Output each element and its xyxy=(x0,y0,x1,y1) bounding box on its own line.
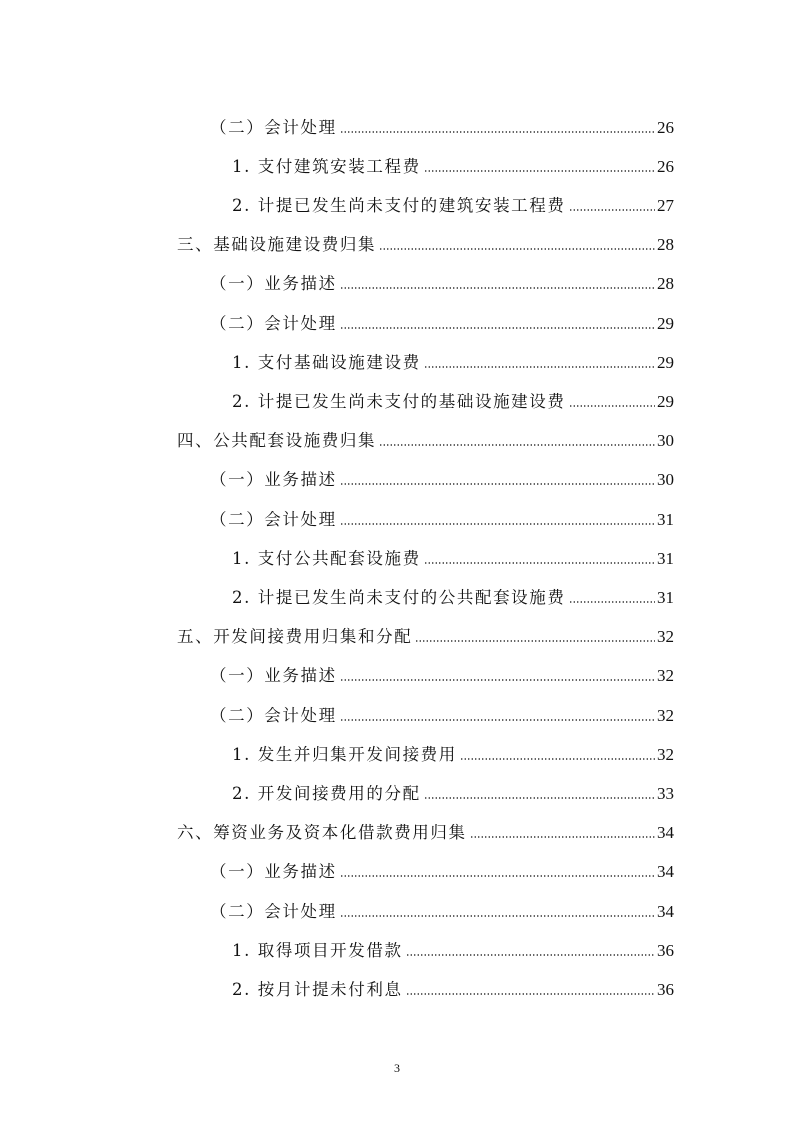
toc-entry[interactable] xyxy=(177,615,674,645)
toc-entry-page: 30 xyxy=(657,431,674,450)
toc-entry-label: 1. 支付基础设施建设费 xyxy=(232,352,421,372)
toc-entry-label: （一）业务描述 xyxy=(210,665,337,685)
toc-entry-label: 2. 计提已发生尚未支付的公共配套设施费 xyxy=(232,587,566,607)
dot-leader xyxy=(340,483,655,485)
dot-leader xyxy=(340,679,655,681)
dot-leader xyxy=(424,366,655,368)
toc-entry-label: （二）会计处理 xyxy=(210,117,337,137)
toc-entry-page: 33 xyxy=(657,784,674,803)
toc-entry[interactable] xyxy=(210,654,674,684)
toc-entry[interactable] xyxy=(232,968,674,998)
dot-leader xyxy=(406,954,655,956)
toc-entry[interactable] xyxy=(232,184,674,214)
dot-leader xyxy=(569,405,656,407)
toc-entry-label: （二）会计处理 xyxy=(210,901,337,921)
toc-entry-page: 29 xyxy=(657,353,674,372)
toc-entry-label: 2. 开发间接费用的分配 xyxy=(232,783,421,803)
toc-entry-label: 六、筹资业务及资本化借款费用归集 xyxy=(177,822,467,842)
dot-leader xyxy=(379,248,655,250)
dot-leader xyxy=(470,836,655,838)
toc-entry[interactable] xyxy=(177,811,674,841)
toc-entry-label: （二）会计处理 xyxy=(210,705,337,725)
toc-entry[interactable] xyxy=(210,694,674,724)
toc-entry-page: 28 xyxy=(657,235,674,254)
toc-entry-page: 36 xyxy=(657,980,674,999)
dot-leader xyxy=(340,327,655,329)
toc-entry-page: 36 xyxy=(657,941,674,960)
footer-page-number: 3 xyxy=(394,1061,400,1075)
toc-entry-page: 31 xyxy=(657,510,674,529)
dot-leader xyxy=(415,640,655,642)
toc-entry[interactable] xyxy=(232,733,674,763)
toc-entry[interactable] xyxy=(232,537,674,567)
toc-entry[interactable] xyxy=(210,106,674,136)
toc-entry[interactable] xyxy=(232,145,674,175)
toc-entry-label: 1. 取得项目开发借款 xyxy=(232,940,403,960)
toc-entry-label: 五、开发间接费用归集和分配 xyxy=(177,626,413,646)
toc-entry-page: 29 xyxy=(657,392,674,411)
toc-entry-page: 30 xyxy=(657,470,674,489)
toc-entry-page: 31 xyxy=(657,588,674,607)
dot-leader xyxy=(424,562,655,564)
dot-leader xyxy=(340,523,655,525)
toc-entry[interactable] xyxy=(232,929,674,959)
toc-entry-label: 2. 计提已发生尚未支付的基础设施建设费 xyxy=(232,391,566,411)
dot-leader xyxy=(424,170,655,172)
toc-entry[interactable] xyxy=(210,498,674,528)
toc-entry[interactable] xyxy=(232,380,674,410)
toc-entry-label: 三、基础设施建设费归集 xyxy=(177,234,377,254)
toc-entry-label: （一）业务描述 xyxy=(210,469,337,489)
toc-entry-page: 32 xyxy=(657,627,674,646)
toc-entry-label: 1. 支付建筑安装工程费 xyxy=(232,156,421,176)
toc-entry-page: 27 xyxy=(657,196,674,215)
toc-entry-page: 32 xyxy=(657,706,674,725)
toc-entry[interactable] xyxy=(232,341,674,371)
toc-entry-label: 2. 按月计提未付利息 xyxy=(232,979,403,999)
toc-entry[interactable] xyxy=(210,262,674,292)
dot-leader xyxy=(340,131,655,133)
toc-entry-page: 26 xyxy=(657,157,674,176)
toc-entry-page: 28 xyxy=(657,274,674,293)
dot-leader xyxy=(379,444,655,446)
dot-leader xyxy=(569,209,656,211)
toc-entry-label: （一）业务描述 xyxy=(210,273,337,293)
toc-entry[interactable] xyxy=(210,302,674,332)
dot-leader xyxy=(340,875,655,877)
toc-entry-page: 29 xyxy=(657,314,674,333)
toc-entry[interactable] xyxy=(210,850,674,880)
dot-leader xyxy=(406,993,655,995)
toc-entry[interactable] xyxy=(210,458,674,488)
toc-entry-label: 四、公共配套设施费归集 xyxy=(177,430,377,450)
dot-leader xyxy=(340,719,655,721)
dot-leader xyxy=(340,915,655,917)
toc-entry[interactable] xyxy=(232,772,674,802)
toc-entry[interactable] xyxy=(177,223,674,253)
toc-entry[interactable] xyxy=(232,576,674,606)
toc-entry[interactable] xyxy=(177,419,674,449)
toc-entry-page: 31 xyxy=(657,549,674,568)
toc-entry-page: 32 xyxy=(657,666,674,685)
toc-entry-page: 34 xyxy=(657,823,674,842)
toc-entry-label: 1. 发生并归集开发间接费用 xyxy=(232,744,457,764)
dot-leader xyxy=(460,758,655,760)
dot-leader xyxy=(569,601,656,603)
dot-leader xyxy=(424,797,655,799)
toc-entry-label: （二）会计处理 xyxy=(210,509,337,529)
toc-entry-page: 26 xyxy=(657,118,674,137)
toc-entry-label: 1. 支付公共配套设施费 xyxy=(232,548,421,568)
toc-entry-label: 2. 计提已发生尚未支付的建筑安装工程费 xyxy=(232,195,566,215)
toc-entry-page: 34 xyxy=(657,862,674,881)
toc-entry[interactable] xyxy=(210,890,674,920)
toc-entry-label: （一）业务描述 xyxy=(210,861,337,881)
dot-leader xyxy=(340,287,655,289)
toc-entry-label: （二）会计处理 xyxy=(210,313,337,333)
toc-entry-page: 32 xyxy=(657,745,674,764)
toc-entry-page: 34 xyxy=(657,902,674,921)
